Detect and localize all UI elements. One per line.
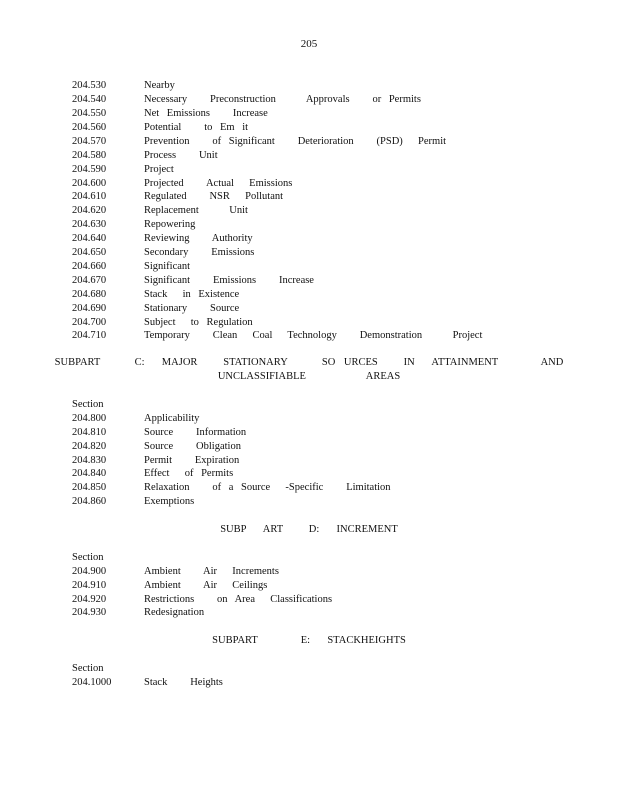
toc-entry xyxy=(72,246,254,260)
section-title: Source Obligation xyxy=(144,441,241,452)
section-title: Redesignation xyxy=(144,607,205,618)
section-number: 204.810 xyxy=(72,427,107,438)
section-number: 204.830 xyxy=(72,455,107,466)
section-number: 204.560 xyxy=(72,122,107,133)
section-title: Potential to Em it xyxy=(144,122,249,133)
section-number: 204.910 xyxy=(72,580,107,591)
toc-entry xyxy=(72,135,446,149)
toc-entry xyxy=(72,593,332,607)
section-title: Subject to Regulation xyxy=(144,317,253,328)
toc-entry xyxy=(72,426,246,440)
section-number: 204.1000 xyxy=(72,677,112,688)
toc-entry xyxy=(72,177,292,191)
section-title: Source Information xyxy=(144,427,247,438)
section-title: Permit Expiration xyxy=(144,455,240,466)
section-number: 204.600 xyxy=(72,178,107,189)
section-title: Necessary Preconstruction Approvals or Permits xyxy=(144,94,421,105)
section-title: Replacement Unit xyxy=(144,205,248,216)
section-number: 204.800 xyxy=(72,413,107,424)
section-title: Restrictions on Area Classifications xyxy=(144,594,333,605)
toc-entry xyxy=(72,149,218,163)
toc-entry xyxy=(72,302,239,316)
section-title: Nearby xyxy=(144,80,175,91)
toc-entry xyxy=(72,79,175,93)
section-number: 204.640 xyxy=(72,233,107,244)
toc-entry xyxy=(72,329,482,343)
section-title: Relaxation of a Source -Specific Limitation xyxy=(144,482,391,493)
section-number: 204.590 xyxy=(72,164,107,175)
section-number: 204.900 xyxy=(72,566,107,577)
section-number: 204.930 xyxy=(72,607,107,618)
section-title: Significant xyxy=(144,261,191,272)
section-number: 204.920 xyxy=(72,594,107,605)
toc-entry xyxy=(72,204,248,218)
section-title: Effect of Permits xyxy=(144,468,234,479)
section-title: Reviewing Authority xyxy=(144,233,253,244)
section-title: Ambient Air Increments xyxy=(144,566,279,577)
section-number: 204.690 xyxy=(72,303,107,314)
toc-entry xyxy=(72,412,199,426)
section-number: 204.550 xyxy=(72,108,107,119)
section-label: Section xyxy=(72,399,104,410)
toc-entry xyxy=(72,440,241,454)
section-number: 204.710 xyxy=(72,330,107,341)
toc-entry xyxy=(72,676,223,690)
section-number: 204.680 xyxy=(72,289,107,300)
section-number: 204.540 xyxy=(72,94,107,105)
section-title: Temporary Clean Coal Technology Demonstration Project xyxy=(144,330,483,341)
section-number: 204.840 xyxy=(72,468,107,479)
toc-entry xyxy=(72,467,233,481)
section-title: Ambient Air Ceilings xyxy=(144,580,268,591)
page-number: 205 xyxy=(300,38,318,50)
toc-entry xyxy=(72,218,195,232)
toc-entry xyxy=(72,481,391,495)
section-number: 204.650 xyxy=(72,247,107,258)
section-title: Project xyxy=(144,164,174,175)
toc-entry xyxy=(72,163,174,177)
subpart-d-heading: SUBP ART D: INCREMENT xyxy=(220,524,398,535)
section-title: Exemptions xyxy=(144,496,195,507)
toc-entry xyxy=(72,565,279,579)
toc-entry xyxy=(72,93,421,107)
section-title: Stack Heights xyxy=(144,677,223,688)
subpart-e-heading: SUBPART E: STACKHEIGHTS xyxy=(212,635,406,646)
section-number: 204.660 xyxy=(72,261,107,272)
section-number: 204.820 xyxy=(72,441,107,452)
section-title: Net Emissions Increase xyxy=(144,108,268,119)
toc-entry xyxy=(72,288,239,302)
section-title: Significant Emissions Increase xyxy=(144,275,314,286)
section-title: Prevention of Significant Deterioration (PSD) Permit xyxy=(144,136,447,147)
toc-entry xyxy=(72,107,268,121)
section-title: Stationary Source xyxy=(144,303,240,314)
section-title: Projected Actual Emissions xyxy=(144,178,293,189)
toc-entry xyxy=(72,274,314,288)
section-number: 204.670 xyxy=(72,275,107,286)
section-title: Process Unit xyxy=(144,150,218,161)
section-number: 204.860 xyxy=(72,496,107,507)
section-title: Secondary Emissions xyxy=(144,247,255,258)
section-label: Section xyxy=(72,663,104,674)
toc-entry xyxy=(72,190,283,204)
toc-entry xyxy=(72,232,253,246)
section-title: Regulated NSR Pollutant xyxy=(144,191,284,202)
toc-entry xyxy=(72,495,194,509)
section-number: 204.620 xyxy=(72,205,107,216)
section-number: 204.630 xyxy=(72,219,107,230)
section-number: 204.570 xyxy=(72,136,107,147)
toc-entry xyxy=(72,606,204,620)
toc-entry xyxy=(72,260,190,274)
subpart-c-heading-line2: UNCLASSIFIABLE AREAS xyxy=(217,371,401,382)
section-title: Repowering xyxy=(144,219,196,230)
toc-entry xyxy=(72,579,267,593)
toc-entry xyxy=(72,316,253,330)
section-number: 204.580 xyxy=(72,150,107,161)
section-number: 204.610 xyxy=(72,191,107,202)
section-number: 204.700 xyxy=(72,317,107,328)
section-number: 204.530 xyxy=(72,80,107,91)
section-number: 204.850 xyxy=(72,482,107,493)
section-label: Section xyxy=(72,552,104,563)
section-title: Stack in Existence xyxy=(144,289,240,300)
section-title: Applicability xyxy=(144,413,200,424)
toc-entry xyxy=(72,454,239,468)
toc-entry xyxy=(72,121,248,135)
subpart-c-heading: SUBPART C: MAJOR STATIONARY SO URCES IN ATTAINMENT AND xyxy=(54,357,564,368)
